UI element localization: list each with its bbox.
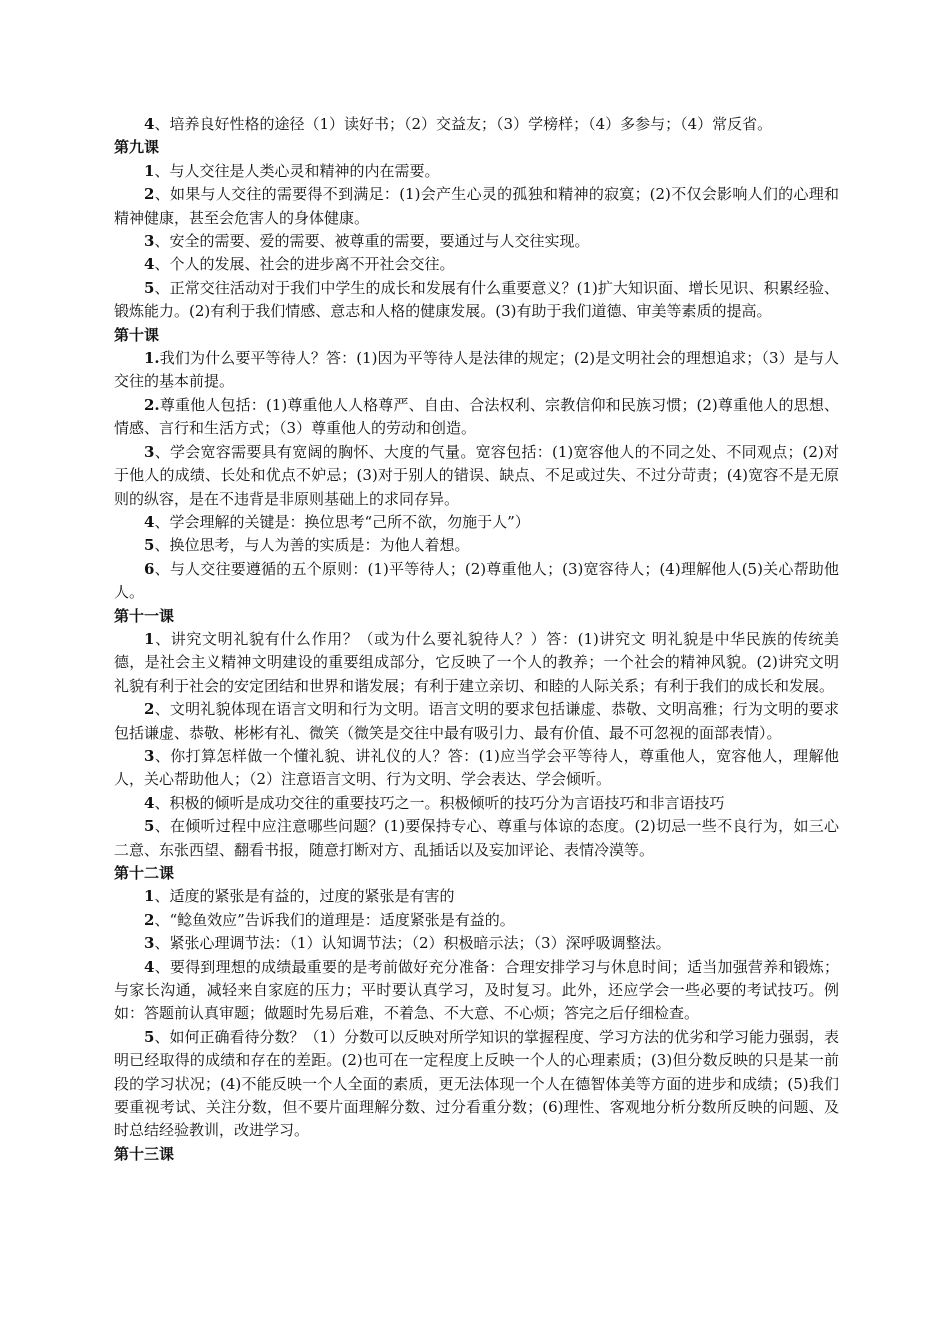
paragraph <box>114 347 839 394</box>
item-number: 3 <box>144 934 155 953</box>
item-text: 、紧张心理调节法：（1）认知调节法；（2）积极暗示法；（3）深呼吸调整法。 <box>154 934 671 953</box>
paragraph <box>114 253 839 276</box>
item-number: 1. <box>144 349 160 368</box>
paragraph <box>114 277 839 324</box>
paragraph <box>114 698 839 745</box>
item-text: 、要得到理想的成绩最重要的是考前做好充分准备：合理安排学习与休息时间；适当加强营养和锻炼；与家长沟通，减轻来自家庭的压力；平时要认真学习，及时复习。此外，还应学会一些必要的考试技巧。例如：答题前认真审题；做题时先易后难，不着急、不大意、不心烦；答完之后仔细检查。 <box>114 957 839 1023</box>
lesson-heading: 第十一课 <box>114 606 175 625</box>
paragraph <box>114 932 839 955</box>
item-number: 4 <box>144 512 155 531</box>
lesson-heading: 第九课 <box>114 138 160 157</box>
document-page <box>114 113 839 1166</box>
item-number: 5 <box>144 1027 155 1046</box>
item-text: 、你打算怎样做一个懂礼貌、讲礼仪的人？答：(1)应当学会平等待人，尊重他人，宽容他人，理解他人，关心帮助他人；（2）注意语言文明、行为文明、学会表达、学会倾听。 <box>114 746 839 789</box>
paragraph <box>114 745 839 792</box>
lesson-heading: 第十二课 <box>114 864 175 882</box>
item-number: 5 <box>144 278 155 297</box>
paragraph <box>114 909 839 932</box>
item-number: 2. <box>144 395 160 414</box>
item-text: 、如果与人交往的需要得不到满足：(1)会产生心灵的孤独和精神的寂寞；(2)不仅会影响人们的心理和精神健康，甚至会危害人的身体健康。 <box>114 185 839 227</box>
lesson-heading: 第十课 <box>114 325 160 344</box>
item-text: 、如何正确看待分数？（1）分数可以反映对所学知识的掌握程度、学习方法的优劣和学习能力强弱，表明已经取得的成绩和存在的差距。(2)也可在一定程度上反映一个人的心理素质；(3)但分数反映的只是某一前段的学习状况；(4)不能反映一个人全面的素质，更无法体现一个人在德智体美等方面的进步和成绩；(5)我们要重视考试、关注分数，但不要片面理解分数、过分看重分数；(6)理性、客观地分析分数所反映的问题、及时总结经验教训，改进学习。 <box>114 1027 839 1140</box>
item-number: 4 <box>144 115 155 133</box>
item-text: 、学会理解的关键是：换位思考“己所不欲，勿施于人”） <box>154 512 530 531</box>
paragraph <box>114 558 839 605</box>
item-text: 、学会宽容需要具有宽阔的胸怀、大度的气量。宽容包括：(1)宽容他人的不同之处、不同观点；(2)对于他人的成绩、长处和优点不妒忌；(3)对于别人的错误、缺点、不足或过失、不过分苛责；(4)宽容不是无原则的纵容，是在不违背是非原则基础上的求同存异。 <box>114 442 839 508</box>
item-number: 5 <box>144 817 155 836</box>
item-number: 2 <box>144 185 155 204</box>
item-number: 3 <box>144 232 155 251</box>
item-number: 6 <box>144 559 155 578</box>
item-text: 、培养良好性格的途径（1）读好书；（2）交益友；（3）学榜样；（4）多参与；（4）常反省。 <box>154 115 773 133</box>
item-text: 、安全的需要、爱的需要、被尊重的需要，要通过与人交往实现。 <box>154 232 590 251</box>
item-number: 5 <box>144 536 155 555</box>
item-number: 4 <box>144 957 155 976</box>
paragraph <box>114 885 839 908</box>
paragraph <box>114 160 839 183</box>
item-number: 1 <box>144 629 155 648</box>
item-number: 3 <box>144 746 155 765</box>
paragraph <box>114 792 839 815</box>
item-number: 4 <box>144 793 155 812</box>
item-text: 、“鲶鱼效应”告诉我们的道理是：适度紧张是有益的。 <box>154 910 515 929</box>
paragraph <box>114 394 839 441</box>
item-number: 3 <box>144 442 155 461</box>
item-number: 1 <box>144 161 155 180</box>
paragraph <box>114 183 839 230</box>
item-text: 、适度的紧张是有益的，过度的紧张是有害的 <box>154 887 455 906</box>
paragraph <box>114 230 839 253</box>
item-text: 、个人的发展、社会的进步离不开社会交往。 <box>154 255 455 274</box>
item-text: 、讲究文明礼貌有什么作用？（或为什么要礼貌待人？）答：(1)讲究文 明礼貌是中华民族的传统美德，是社会主义精神文明建设的重要组成部分，它反映了一个人的教养；一个社会的精神风貌。(2)讲究文明礼貌有利于社会的安定团结和世界和谐发展；有利于建立亲切、和睦的人际关系；有利于我们的成长和发展。 <box>114 629 839 695</box>
paragraph <box>114 511 839 534</box>
item-text: 、积极的倾听是成功交往的重要技巧之一。积极倾听的技巧分为言语技巧和非言语技巧 <box>154 793 725 812</box>
paragraph <box>114 628 839 698</box>
item-number: 2 <box>144 910 155 929</box>
item-number: 2 <box>144 700 155 719</box>
item-text: 、文明礼貌体现在语言文明和行为文明。语言文明的要求包括谦虚、恭敬、文明高雅；行为文明的要求包括谦虚、恭敬、彬彬有礼、微笑（微笑是交往中最有吸引力、最有价值、最不可忽视的面部表情）。 <box>114 700 839 742</box>
item-text: 、换位思考，与人为善的实质是：为他人着想。 <box>154 536 470 555</box>
lesson-heading: 第十三课 <box>114 1144 175 1163</box>
item-text: 、在倾听过程中应注意哪些问题？(1)要保持专心、尊重与体谅的态度。(2)切忌一些不良行为，如三心二意、东张西望、翻看书报，随意打断对方、乱插话以及妄加评论、表情冷漠等。 <box>114 817 839 859</box>
item-number: 4 <box>144 255 155 274</box>
item-number: 1 <box>144 887 155 906</box>
paragraph <box>114 815 839 862</box>
paragraph <box>114 1026 839 1143</box>
item-text: 尊重他人包括：(1)尊重他人人格尊严、自由、合法权利、宗教信仰和民族习惯；(2)尊重他人的思想、情感、言行和生活方式；（3）尊重他人的劳动和创造。 <box>114 395 839 438</box>
paragraph <box>114 113 839 136</box>
paragraph <box>114 441 839 511</box>
paragraph <box>114 534 839 557</box>
item-text: 我们为什么要平等待人？答：(1)因为平等待人是法律的规定；(2)是文明社会的理想追求；（3）是与人交往的基本前提。 <box>114 349 839 391</box>
item-text: 、与人交往是人类心灵和精神的内在需要。 <box>154 161 440 180</box>
paragraph <box>114 956 839 1026</box>
item-text: 、与人交往要遵循的五个原则：(1)平等待人；(2)尊重他人；(3)宽容待人；(4)理解他人(5)关心帮助他人。 <box>114 559 839 602</box>
item-text: 、正常交往活动对于我们中学生的成长和发展有什么重要意义？(1)扩大知识面、增长见识、积累经验、锻炼能力。(2)有利于我们情感、意志和人格的健康发展。(3)有助于我们道德、审美等素质的提高。 <box>114 278 839 321</box>
